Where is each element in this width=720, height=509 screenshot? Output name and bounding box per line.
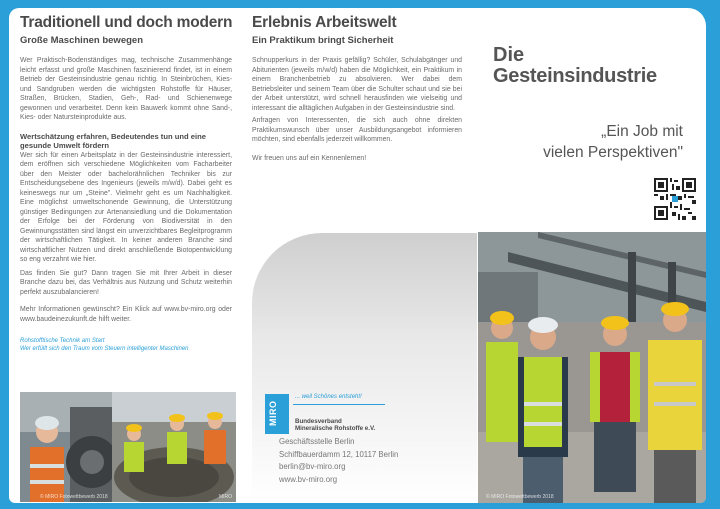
logo-tagline: ... weil Schönes entsteht! [295,394,362,400]
section-heading: Erlebnis Arbeitswelt [252,14,397,31]
section-heading: Traditionell und doch modern [20,14,233,31]
photo-workers-pit [112,392,236,502]
contact-address: Schiffbauerdamm 12, 10117 Berlin [279,449,399,459]
paragraph: Anfragen von Interessenten, die sich auch ohne direkten Praktikumswunsch über unser Ausbildungsangebot informieren möchten, sind ebenfalls jederzeit willkommen. [252,117,462,143]
org-name-line1: Bundesverband [295,418,342,425]
column-work-experience [252,14,462,163]
photo-team-quarry [478,232,706,503]
contact-email-link[interactable]: berlin@bv-miro.org [279,462,346,471]
section-subheading: Große Maschinen bewegen [20,35,143,46]
title-line1: Die [493,44,525,66]
title-line2: Gesteinsindustrie [493,65,657,87]
contact-office: Geschäftsstelle Berlin [279,437,355,446]
photo-caption: Wer erfüllt sich den Traum vom Steuern intelligenter Maschinen [20,345,189,352]
brochure-page [9,8,706,503]
miro-logo [265,392,415,442]
paragraph: Wir freuen uns auf ein Kennenlernen! [252,154,367,162]
section-subheading: Wertschätzung erfahren, Bedeutendes tun und eine gesunde Umwelt fördern [20,131,206,150]
section-subheading: Ein Praktikum bringt Sicherheit [252,35,394,46]
paragraph: Schnupperkurs in der Praxis gefällig? Schüler, Schulabgänger und Abiturienten (jeweils m/w/d) haben die Möglichkeit, ein Praktikum in einem Branchenbetrieb zu absolvieren. Wer dabei dem Betriebsleiter und seinem Team über die Schulter schaut und sie bei der Arbeit unterstützt, wird schnell herausfinden wie vielseitig und interessant die alltäglichen Aufgaben in der Gesteinsindustrie sind. [252,57,462,112]
paragraph: Das finden Sie gut? Dann tragen Sie mit Ihrer Arbeit in dieser Branche dazu bei, das Verhältnis aus Nutzung und Schutz weiterhin perfekt auszubalancieren! [20,269,232,296]
qr-code-icon[interactable] [654,178,696,220]
photo-credit: © MIRO Fotowettbewerb 2018 [40,494,108,500]
paragraph: Wer Praktisch-Bodenständiges mag, technische Zusammenhänge leicht erfasst und große Maschinen faszinierend findet, ist in einem Betrieb der Gesteinsindustrie genau richtig. In Steinbrüchen, Kies- und Sandgruben werden die wichtigsten Rohstoffe für Häuser, Straßen, Brücken, Stadien, Geh-, Rad- und Schienenwege gewonnen und verarbeitet. Denn kein Bauwerk kommt ohne Sand-, Kies- oder Natursteinprodukte aus. [20,57,232,121]
info-paragraph: Mehr Informationen gewünscht? Ein Klick auf www.bv-miro.org oder www.baudeinezukunft.de hilft weiter. [20,306,232,323]
photo-worker-machine [20,392,114,502]
org-name-line2: Mineralische Rohstoffe e.V. [295,425,376,432]
slogan-line2: vielen Perspektiven" [543,144,683,161]
slogan-line1: „Ein Job mit [601,123,683,140]
column-traditional [20,14,232,353]
miro-logo-text: MIRO [268,400,278,426]
logo-divider [293,404,385,405]
paragraph: Wer sich für einen Arbeitsplatz in der Gesteinsindustrie interessiert, dem eröffnen sich verschiedene Möglichkeiten vom Facharbeiter über den Meister oder bachelorähnlichen Techniker bis zur Entscheidungsebene des Ingenieurs (jeweils m/w/d). Dabei geht es keineswegs nur um „Steine". Vielmehr geht es um Nachhaltigkeit. Eine möglichst umweltschonende Gewinnung, die Unterstützung günstiger Bedingungen zur Artenansiedlung und die Dokumentation der Erfolge bei der Förderung von Biodiversität in den Gewinnungsstätten sind längst ein unverzichtbares Begleitprogramm der wirtschaftlichen Tätigkeit. In keiner anderen Branche sind wirtschaftlicher Nutzen und direkt anschließende Biotopentwicklung so eng verzahnt wie hier. [20,151,232,263]
photo-credit: © MIRO Fotowettbewerb 2018 [486,494,554,500]
photo-caption: Rohstofftische Technik am Start [20,338,105,344]
contact-website-link[interactable]: www.bv-miro.org [279,474,338,484]
photo-credit: MIRO [218,494,232,500]
contact-block [279,436,398,486]
slogan [493,121,683,163]
